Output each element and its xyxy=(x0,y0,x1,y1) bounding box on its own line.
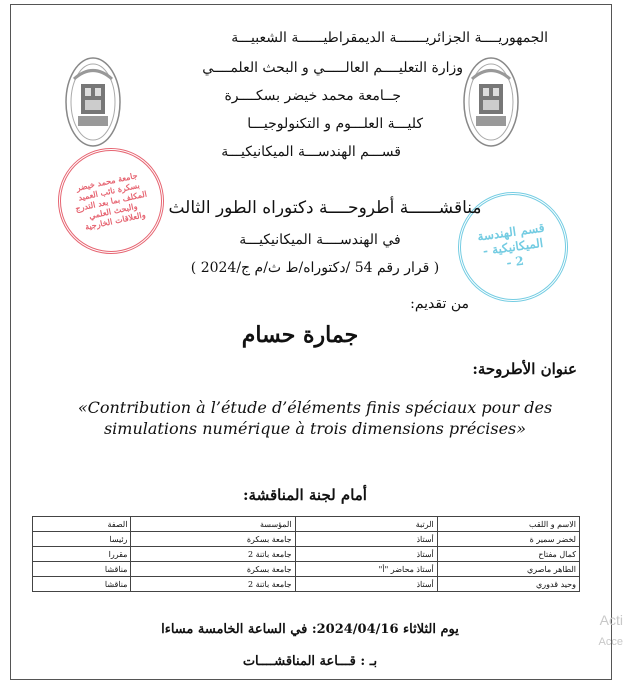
presented-by-label: من تقديم: xyxy=(410,296,469,312)
header-name: الاسم و اللقب xyxy=(437,517,579,532)
jury-role: مقررا xyxy=(33,547,131,562)
candidate-name: جمارة حسام xyxy=(241,322,359,348)
activation-watermark: Acti xyxy=(599,612,623,628)
table-row xyxy=(33,547,580,562)
jury-header-row xyxy=(33,517,580,532)
jury-institution: جامعة باتنة 2 xyxy=(131,547,295,562)
jury-rank: أستاذ xyxy=(295,532,437,547)
republic-line: الجمهوريــــة الجزائريـــــــة الديمقراطيــــــة الشعبيـــة xyxy=(231,30,548,46)
university-logo-right xyxy=(462,54,520,150)
university-logo-left xyxy=(64,54,122,150)
thesis-title-label: عنوان الأطروحة: xyxy=(472,360,577,378)
jury-rank: أستاذ xyxy=(295,547,437,562)
jury-institution: جامعة باتنة 2 xyxy=(131,577,295,592)
jury-role: رئيسا xyxy=(33,532,131,547)
defense-date: يوم الثلاثاء 2024/04/16: في الساعة الخامسة مساءا xyxy=(161,622,459,637)
jury-name: كمال مفتاح xyxy=(437,547,579,562)
jury-name: وحيد قدوري xyxy=(437,577,579,592)
table-row xyxy=(33,562,580,577)
jury-institution: جامعة بسكرة xyxy=(131,562,295,577)
header-role: الصفة xyxy=(33,517,131,532)
thesis-title: «Contribution à l’étude d’éléments finis spéciaux pour des simulations numérique à trois dimensions précises» xyxy=(77,398,553,438)
decision-number: ( قرار رقم 54 /دكتوراه/ط ث/م ج/2024 ) xyxy=(190,260,440,276)
jury-name: لخضر سمير ة xyxy=(437,532,579,547)
ministry-line: وزارة التعليــــم العالـــــي و البحث العلمــــي xyxy=(202,60,463,76)
jury-rank: أستاذ xyxy=(295,577,437,592)
faculty-line: كليـــة العلـــوم و التكنولوجيـــا xyxy=(247,116,423,132)
table-row xyxy=(33,577,580,592)
department-stamp-text: قسم الهندسة الميكانيكية - 2 - xyxy=(476,220,546,270)
vice-dean-stamp-text: جامعة محمد خيضر بسكرة نائب العميد المكلف بما بعد التدرج والبحث العلمي والعلاقات الخارجية xyxy=(74,170,148,232)
jury-rank: أستاذ محاضر "أ" xyxy=(295,562,437,577)
department-line: قســـم الهندســـة الميكانيكيـــة xyxy=(221,144,401,160)
university-line: جــامعة محمد خيضر بسكــــرة xyxy=(224,88,401,104)
specialty-line: في الهندســــة الميكانيكيـــة xyxy=(239,232,401,248)
header-institution: المؤسسة xyxy=(131,517,295,532)
committee-label: أمام لجنة المناقشة: xyxy=(243,486,367,504)
header-rank: الرتبة xyxy=(295,517,437,532)
defense-title: مناقشــــــة أطروحــــة دكتوراه الطور الثالث xyxy=(168,198,482,218)
table-row xyxy=(33,532,580,547)
activation-watermark-sub: Acce xyxy=(598,636,623,648)
defense-venue: بـ : قـــاعة المناقشــــات xyxy=(242,654,378,669)
jury-role: مناقشا xyxy=(33,562,131,577)
jury-institution: جامعة بسكرة xyxy=(131,532,295,547)
jury-name: الطاهر ماصري xyxy=(437,562,579,577)
jury-role: مناقشا xyxy=(33,577,131,592)
jury-table xyxy=(32,516,580,592)
